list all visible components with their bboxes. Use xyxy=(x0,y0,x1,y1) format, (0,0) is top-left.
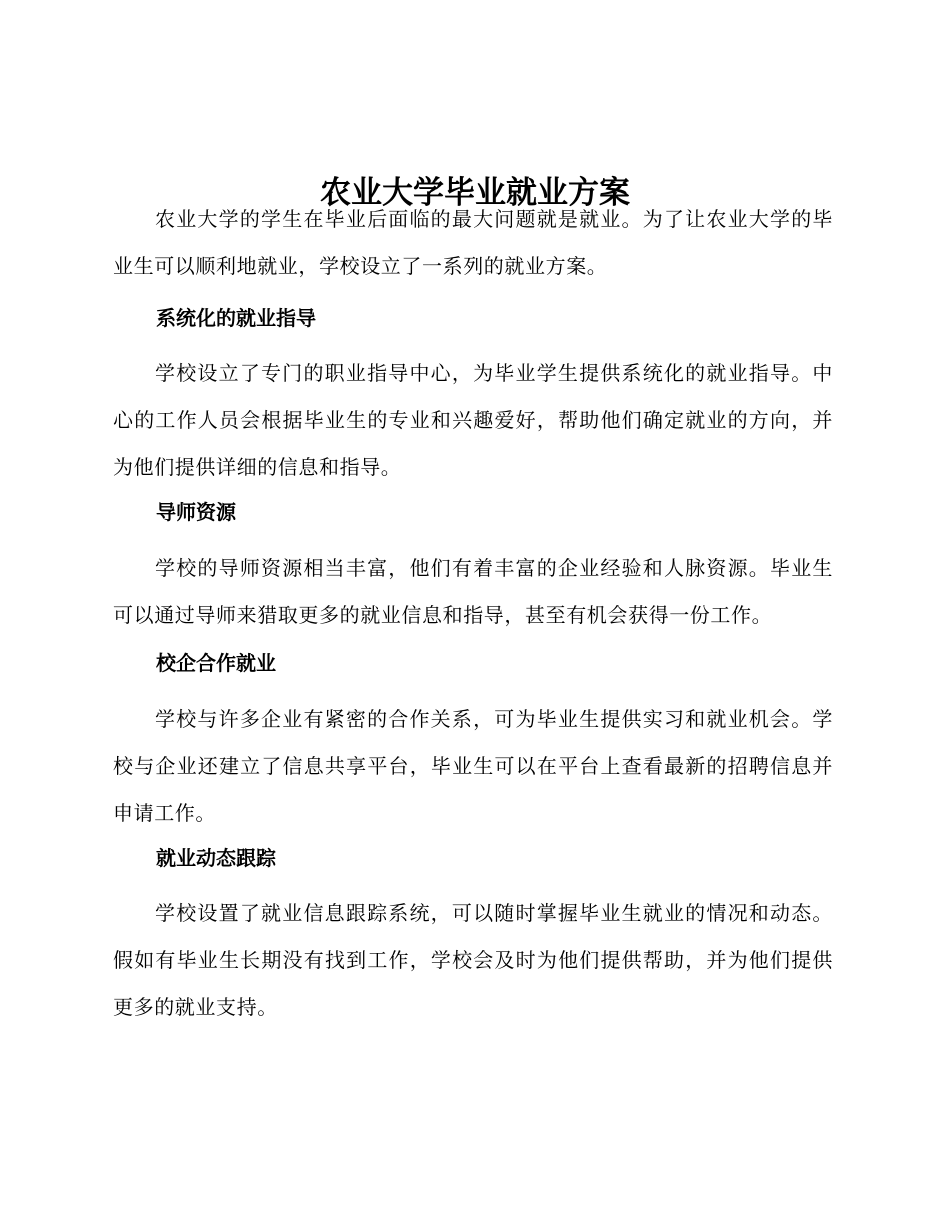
document-title: 农业大学毕业就业方案 xyxy=(320,174,630,211)
section-heading-mentors: 导师资源 xyxy=(156,500,236,524)
section-body-partnership: 学校与许多企业有紧密的合作关系，可为毕业生提供实习和就业机会。学校与企业还建立了信息共享平台，毕业生可以在平台上查看最新的招聘信息并申请工作。 xyxy=(113,707,833,825)
section-heading-tracking: 就业动态跟踪 xyxy=(156,846,276,870)
section-body-tracking: 学校设置了就业信息跟踪系统，可以随时掌握毕业生就业的情况和动态。假如有毕业生长期没有找到工作，学校会及时为他们提供帮助，并为他们提供更多的就业支持。 xyxy=(113,901,833,1019)
section-body-mentors: 学校的导师资源相当丰富，他们有着丰富的企业经验和人脉资源。毕业生可以通过导师来猎取更多的就业信息和指导，甚至有机会获得一份工作。 xyxy=(113,556,833,627)
section-body-guidance: 学校设立了专门的职业指导中心，为毕业学生提供系统化的就业指导。中心的工作人员会根据毕业生的专业和兴趣爱好，帮助他们确定就业的方向，并为他们提供详细的信息和指导。 xyxy=(113,361,833,479)
section-heading-partnership: 校企合作就业 xyxy=(156,651,276,675)
intro-paragraph: 农业大学的学生在毕业后面临的最大问题就是就业。为了让农业大学的毕业生可以顺利地就业，学校设立了一系列的就业方案。 xyxy=(113,207,833,278)
section-heading-guidance: 系统化的就业指导 xyxy=(156,306,316,330)
